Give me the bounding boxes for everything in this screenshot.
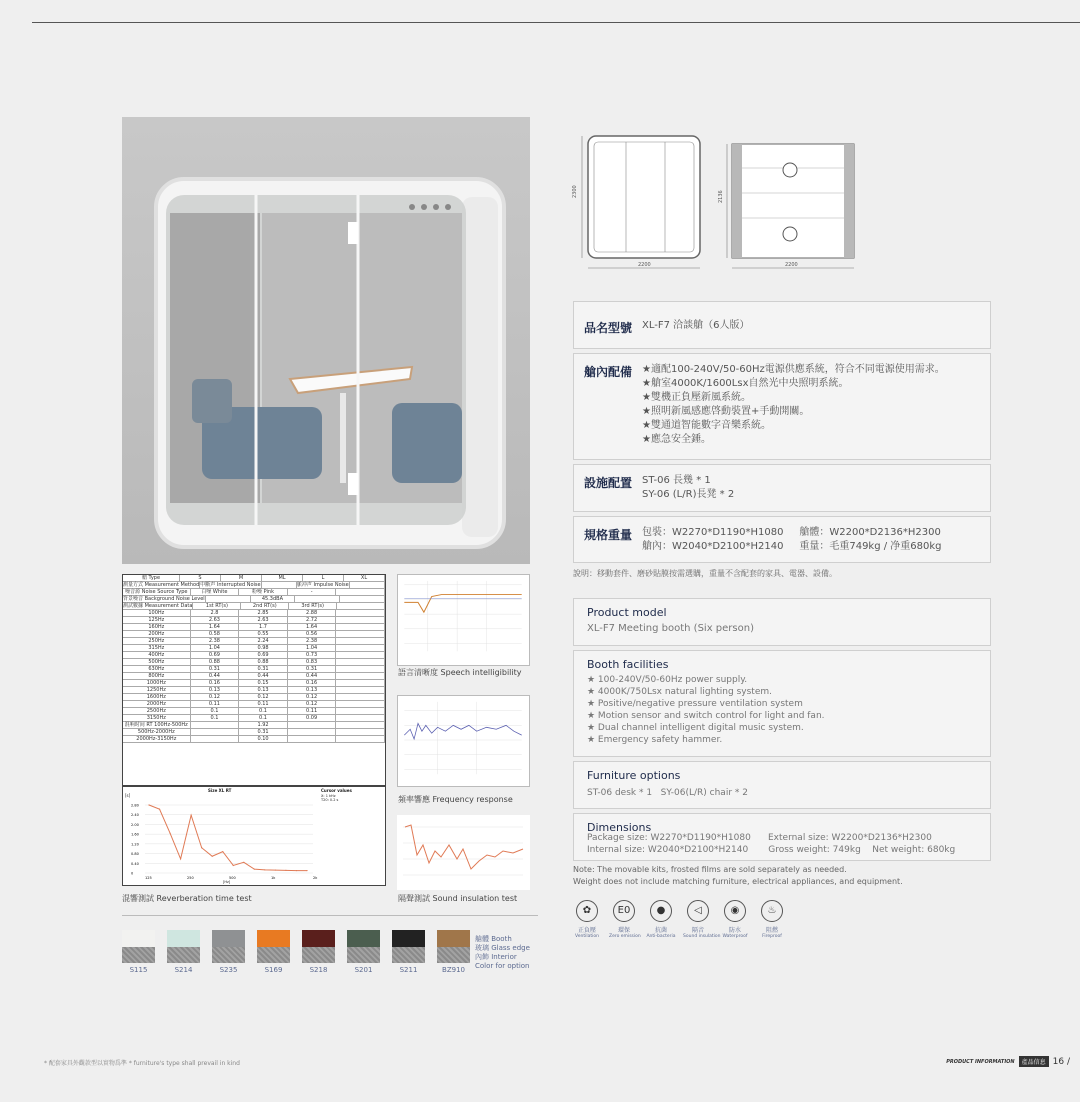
swatch-circle — [437, 930, 470, 963]
table-cell — [191, 736, 240, 742]
caption-speech: 語言清晰度 Speech intelligibility — [398, 668, 522, 677]
table-cell — [336, 687, 385, 693]
table-cell: 100Hz — [123, 610, 191, 616]
note-zh: 說明：移動套件、磨砂貼膜按需選購，重量不含配套的家具、電器、設備。 — [573, 569, 837, 578]
table-cell: 0.55 — [239, 631, 288, 637]
table-cell: 0.69 — [239, 652, 288, 658]
en-facilities-value: ★ 100-240V/50-60Hz power supply. ★ 4000K/750Lsx natural lighting system. ★ Positive/negative pressure ventilation system ★ Motion sensor and switch control for light and fan. ★ Dual channel intelligent digital music system. ★ Emergency safety hammer. — [587, 675, 825, 745]
rt-chart-cursor-t: T20: 0.2 s — [321, 798, 339, 802]
swatch-s214[interactable] — [167, 930, 200, 974]
swatch-legend — [475, 935, 530, 971]
top-rule — [32, 22, 1080, 23]
table-cell: 0.1 — [239, 715, 288, 721]
table-cell — [336, 624, 385, 630]
swatch-label: S201 — [354, 966, 373, 974]
table-cell: 0.44 — [239, 673, 288, 679]
table-header-cell: XL — [344, 575, 385, 581]
color-swatches — [122, 930, 470, 974]
table-cell — [336, 652, 385, 658]
en-facilities-title: Booth facilities — [587, 658, 669, 671]
table-cell: 1250Hz — [123, 687, 191, 693]
note-en-2: Weight does not include matching furniture, electrical appliances, and equipment. — [573, 877, 903, 886]
rt-ytick: 0.40 — [131, 861, 139, 866]
table-cell — [350, 582, 385, 588]
spec-weight-label: 規格重量 — [584, 528, 633, 542]
spec-weight-value: 包裝：W2270*D1190*H1080 艙體：W2200*D2136*H2300 艙內：W2040*D2100*H2140 重量：毛重749kg / 净重680kg — [642, 527, 942, 552]
footer-product-info: PRODUCT INFORMATION — [946, 1058, 1015, 1065]
table-cell — [336, 645, 385, 651]
rt-ytick: 1.60 — [131, 832, 139, 837]
table-cell — [336, 694, 385, 700]
swatch-circle — [392, 930, 425, 963]
plan-height-1: 2300 — [572, 185, 578, 198]
swatch-s218[interactable] — [302, 930, 335, 974]
rt-ytick: 0.80 — [131, 852, 139, 857]
feature-anti-bacteria — [646, 900, 676, 939]
table-cell: 1.7 — [239, 624, 288, 630]
table-cell: 400Hz — [123, 652, 191, 658]
table-row — [123, 582, 385, 589]
table-row — [123, 673, 385, 680]
table-row — [123, 645, 385, 652]
table-cell: 0.88 — [191, 659, 240, 665]
swatch-s235[interactable] — [212, 930, 245, 974]
table-cell: 2nd RT(s) — [241, 603, 289, 609]
table-cell: 0.69 — [191, 652, 240, 658]
table-cell: 0.16 — [288, 680, 337, 686]
rt-xtick: 1k — [271, 876, 276, 880]
swatch-circle — [302, 930, 335, 963]
rt-chart-cursor: Cursor values — [321, 788, 352, 793]
table-cell: 1st RT(s) — [193, 603, 241, 609]
spec-model-label: 品名型號 — [584, 321, 633, 335]
table-row — [123, 701, 385, 708]
table-cell: 0.15 — [239, 680, 288, 686]
feature-zh: 隔音 — [691, 927, 704, 934]
rt-xtick: 2k — [313, 876, 318, 880]
table-cell: 測試數據 Measurement Data — [123, 603, 193, 609]
en-model — [573, 598, 991, 646]
spec-model — [573, 301, 991, 349]
table-row — [123, 722, 385, 729]
feature-zh: 環保 — [617, 927, 630, 934]
zero-emission-icon: E0 — [613, 900, 635, 922]
table-cell — [336, 680, 385, 686]
table-cell: 2.38 — [191, 638, 240, 644]
feature-ventilation — [572, 900, 602, 939]
table-cell: 1.64 — [288, 624, 337, 630]
table-cell: 2.63 — [191, 617, 240, 623]
table-cell: 200Hz — [123, 631, 191, 637]
table-cell — [336, 617, 385, 623]
table-row — [123, 729, 385, 736]
table-cell — [288, 722, 337, 728]
rt-xtick: 250 — [187, 876, 194, 880]
table-cell: 0.31 — [288, 666, 337, 672]
table-cell: 0.13 — [239, 687, 288, 693]
en-dimensions-value: Package size: W2270*D1190*H1080 External size: W2200*D2136*H2300 Internal size: W2040*D2100*H2140 Gross weight: 749kg Net weight: 680kg — [587, 833, 956, 855]
table-cell: 0.58 — [191, 631, 240, 637]
table-cell: 1.64 — [191, 624, 240, 630]
table-cell — [288, 736, 337, 742]
table-cell: 0.31 — [191, 666, 240, 672]
table-cell: 2.63 — [239, 617, 288, 623]
table-cell: 2.85 — [239, 610, 288, 616]
legend-option: Color for option — [475, 962, 530, 970]
table-cell: 125Hz — [123, 617, 191, 623]
table-cell — [336, 722, 385, 728]
table-cell: 0.11 — [239, 701, 288, 707]
table-cell: 250Hz — [123, 638, 191, 644]
feature-zero-emission — [609, 900, 639, 939]
table-row — [123, 680, 385, 687]
table-cell: 0.44 — [191, 673, 240, 679]
table-cell: 中斷声 Interrupted Noise — [200, 582, 261, 588]
anti-bacteria-icon: ● — [650, 900, 672, 922]
table-cell: 1600Hz — [123, 694, 191, 700]
table-row — [123, 624, 385, 631]
feature-en: Zero emission — [609, 934, 641, 939]
table-cell: 0.1 — [239, 708, 288, 714]
table-cell — [336, 736, 385, 742]
table-cell: 噪音源 Noise Source Type — [123, 589, 191, 595]
sound-insulation-chart — [397, 815, 530, 890]
table-row — [123, 610, 385, 617]
table-cell — [336, 631, 385, 637]
spec-weight — [573, 516, 991, 563]
table-cell: 1.04 — [191, 645, 240, 651]
table-cell: 粉噪 Pink — [239, 589, 288, 595]
table-row — [123, 659, 385, 666]
feature-waterproof — [720, 900, 750, 939]
plan-width-2: 2200 — [785, 262, 798, 268]
rt-data-table — [122, 574, 386, 786]
fireproof-icon: ♨ — [761, 900, 783, 922]
table-cell: - — [288, 589, 337, 595]
table-row — [123, 603, 385, 610]
table-cell: 0.1 — [191, 708, 240, 714]
table-cell: 0.16 — [191, 680, 240, 686]
footer-note: * 配套家具外觀款型以實物爲準 * furniture's type shall prevail in kind — [44, 1060, 240, 1067]
en-model-title: Product model — [587, 606, 667, 619]
table-header-cell: M — [221, 575, 262, 581]
swatch-label: S169 — [264, 966, 283, 974]
table-cell: 1000Hz — [123, 680, 191, 686]
table-cell — [336, 708, 385, 714]
spec-config-value: ★適配100-240V/50-60Hz電源供應系統，符合不同電源使用需求。 ★艙室4000K/1600Lsx自然光中央照明系統。 ★雙機正負壓新風系統。 ★照明新風感應啓動裝置+手動開關。 ★雙通道智能數字音樂系統。 ★應急安全錘。 — [642, 364, 945, 445]
table-cell — [262, 582, 297, 588]
table-cell — [191, 729, 240, 735]
table-header-cell: ML — [262, 575, 303, 581]
table-cell — [336, 715, 385, 721]
speech-chart — [397, 574, 530, 666]
table-cell: 脈冲声 Impulse Noise — [296, 582, 349, 588]
feature-en: Sound insulation — [683, 934, 721, 939]
table-cell: 測量方式 Measurement Method — [123, 582, 200, 588]
feature-sound-insulation — [683, 900, 721, 939]
table-header-cell: L — [303, 575, 344, 581]
table-cell: 2500Hz — [123, 708, 191, 714]
table-row — [123, 736, 385, 743]
table-cell — [337, 603, 385, 609]
swatch-circle — [167, 930, 200, 963]
table-cell — [295, 596, 340, 602]
feature-zh: 抗菌 — [654, 927, 667, 934]
spec-furniture — [573, 464, 991, 512]
table-cell — [288, 729, 337, 735]
waterproof-icon: ◉ — [724, 900, 746, 922]
table-cell: 0.88 — [239, 659, 288, 665]
rt-chart-unit: [s] — [125, 793, 131, 798]
table-cell: 0.12 — [239, 694, 288, 700]
table-row — [123, 708, 385, 715]
caption-sound: 隔聲測試 Sound insulation test — [398, 894, 518, 903]
table-cell: 1.04 — [288, 645, 337, 651]
legend-glass: 玻璃 Glass edge — [475, 944, 530, 952]
swatch-circle — [347, 930, 380, 963]
frequency-chart — [397, 695, 530, 787]
table-cell: 160Hz — [123, 624, 191, 630]
table-cell — [336, 701, 385, 707]
footer-tag: 產品信息 — [1019, 1056, 1049, 1067]
table-cell: 2.88 — [288, 610, 337, 616]
table-row — [123, 638, 385, 645]
swatch-label: S235 — [219, 966, 238, 974]
en-furniture-title: Furniture options — [587, 769, 681, 782]
swatch-label: S214 — [174, 966, 193, 974]
rt-xtick: 500 — [229, 876, 236, 880]
table-cell: 0.83 — [288, 659, 337, 665]
table-cell: 2.24 — [239, 638, 288, 644]
swatch-label: S211 — [399, 966, 418, 974]
table-cell — [336, 638, 385, 644]
rt-chart-cursor-x: X: 1 kHz — [321, 794, 336, 798]
table-row — [123, 715, 385, 722]
swatch-circle — [257, 930, 290, 963]
table-cell: 背景噪音 Background Noise Level — [123, 596, 205, 602]
table-cell — [206, 596, 251, 602]
table-cell: 800Hz — [123, 673, 191, 679]
caption-reverb: 混響測試 Reverberation time test — [122, 894, 252, 903]
table-row — [123, 652, 385, 659]
page-number: 16 / — [1052, 1056, 1070, 1067]
legend-interior: 內飾 Interior — [475, 953, 517, 961]
table-cell: 混响时间 RT 100Hz-500Hz — [123, 722, 191, 728]
table-cell: 630Hz — [123, 666, 191, 672]
table-row — [123, 596, 385, 603]
table-cell: 2.8 — [191, 610, 240, 616]
table-cell: 0.31 — [239, 729, 288, 735]
footer-page — [946, 1056, 1070, 1067]
rt-chart-xunit: [Hz] — [223, 880, 231, 884]
swatch-circle — [212, 930, 245, 963]
table-row — [123, 589, 385, 596]
rt-ytick: 2.80 — [131, 803, 139, 808]
table-cell — [336, 659, 385, 665]
feature-icons — [572, 900, 787, 939]
swatch-label: S218 — [309, 966, 328, 974]
feature-zh: 防水 — [728, 927, 741, 934]
sound-insulation-icon: ◁ — [687, 900, 709, 922]
swatch-circle — [122, 930, 155, 963]
rt-chart — [122, 786, 386, 886]
feature-en: Fireproof — [762, 934, 782, 939]
table-cell: 3rd RT(s) — [289, 603, 337, 609]
table-cell: 1.92 — [239, 722, 288, 728]
swatch-s201[interactable] — [347, 930, 380, 974]
spec-furniture-label: 設施配置 — [584, 476, 633, 490]
legend-booth: 艙體 Booth — [475, 935, 512, 943]
rt-xtick: 125 — [145, 876, 152, 880]
table-row — [123, 694, 385, 701]
en-model-value: XL-F7 Meeting booth (Six person) — [587, 623, 754, 634]
table-cell: 2000Hz — [123, 701, 191, 707]
table-header — [123, 575, 385, 582]
table-cell — [340, 596, 385, 602]
ventilation-icon: ✿ — [576, 900, 598, 922]
rt-ytick: 2.00 — [131, 822, 139, 827]
divider — [122, 915, 538, 916]
floor-plans — [570, 128, 870, 278]
caption-freq: 頻率響應 Frequency response — [398, 795, 513, 804]
table-cell — [336, 729, 385, 735]
feature-zh: 正負壓 — [577, 927, 596, 934]
table-cell: 0.11 — [191, 701, 240, 707]
feature-en: Waterproof — [722, 934, 748, 939]
table-cell: 0.12 — [288, 701, 337, 707]
table-cell: 2.72 — [288, 617, 337, 623]
rt-ytick: 0 — [131, 871, 134, 876]
spec-config — [573, 353, 991, 460]
feature-zh: 阻燃 — [765, 927, 778, 934]
en-furniture-value: ST-06 desk * 1 SY-06(L/R) chair * 2 — [587, 788, 748, 798]
table-row — [123, 687, 385, 694]
table-cell — [191, 722, 240, 728]
table-cell: 0.56 — [288, 631, 337, 637]
table-row — [123, 666, 385, 673]
feature-en: Ventilation — [575, 934, 599, 939]
table-body — [123, 582, 385, 743]
table-cell: 0.12 — [191, 694, 240, 700]
swatch-label: S115 — [129, 966, 148, 974]
table-cell: 500Hz — [123, 659, 191, 665]
table-cell: 0.98 — [239, 645, 288, 651]
table-cell: 2000Hz-3150Hz — [123, 736, 191, 742]
table-cell — [336, 610, 385, 616]
en-dimensions-title: Dimensions — [587, 821, 652, 834]
en-dimensions — [573, 813, 991, 861]
feature-fireproof — [757, 900, 787, 939]
rt-ytick: 1.20 — [131, 842, 139, 847]
table-cell: 0.13 — [288, 687, 337, 693]
spec-furniture-value: ST-06 長幾 * 1 SY-06 (L/R)長凳 * 2 — [642, 475, 735, 500]
note-en-1: Note: The movable kits, frosted films are sold separately as needed. — [573, 865, 847, 874]
table-row — [123, 617, 385, 624]
product-photo — [122, 117, 530, 564]
swatch-s211[interactable] — [392, 930, 425, 974]
en-furniture — [573, 761, 991, 809]
table-cell — [336, 666, 385, 672]
spec-config-label: 艙內配備 — [584, 365, 633, 379]
table-cell: 0.1 — [191, 715, 240, 721]
plan-width-1: 2200 — [638, 262, 651, 268]
table-cell: 0.10 — [239, 736, 288, 742]
table-cell: 3150Hz — [123, 715, 191, 721]
table-cell — [336, 589, 385, 595]
feature-en: Anti-bacteria — [646, 934, 676, 939]
table-cell: 0.44 — [288, 673, 337, 679]
table-cell: 0.13 — [191, 687, 240, 693]
table-header-cell: 艙 Type — [123, 575, 180, 581]
swatch-s115[interactable] — [122, 930, 155, 974]
table-cell: 0.11 — [288, 708, 337, 714]
table-cell: 45.3dBA — [251, 596, 296, 602]
table-cell — [336, 673, 385, 679]
table-header-cell: S — [180, 575, 221, 581]
table-cell: 0.31 — [239, 666, 288, 672]
table-cell: 白噪 White — [191, 589, 240, 595]
rt-ytick: 2.40 — [131, 813, 139, 818]
table-cell: 315Hz — [123, 645, 191, 651]
swatch-label: BZ910 — [442, 966, 465, 974]
en-facilities — [573, 650, 991, 757]
spec-model-value: XL-F7 洽談艙（6人版） — [642, 320, 750, 331]
rt-chart-title: Size XL RT — [208, 788, 232, 793]
plan-height-2: 2136 — [718, 190, 724, 203]
table-cell: 500Hz-2000Hz — [123, 729, 191, 735]
table-row — [123, 631, 385, 638]
table-cell: 0.09 — [288, 715, 337, 721]
swatch-s169[interactable] — [257, 930, 290, 974]
table-cell: 0.12 — [288, 694, 337, 700]
table-cell: 0.73 — [288, 652, 337, 658]
swatch-bz910[interactable] — [437, 930, 470, 974]
table-cell: 2.38 — [288, 638, 337, 644]
